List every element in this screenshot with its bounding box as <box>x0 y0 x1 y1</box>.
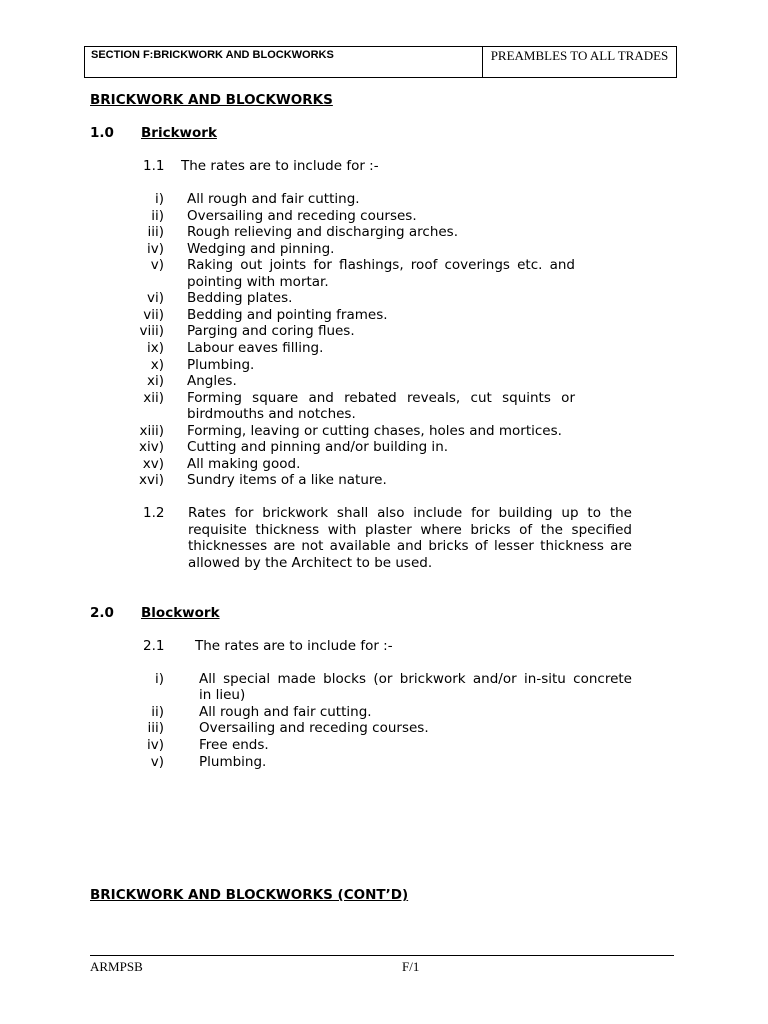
list-numeral: viii) <box>139 323 164 339</box>
list-numeral: xiii) <box>139 423 164 439</box>
list-numeral: v) <box>150 754 164 770</box>
section-title: Blockwork <box>141 605 220 621</box>
list-numeral: v) <box>150 257 164 273</box>
list-item: Labour eaves filling. <box>187 340 324 356</box>
list-numeral: i) <box>154 191 164 207</box>
list-item: Plumbing. <box>199 754 267 770</box>
list-item: Rough relieving and discharging arches. <box>187 224 459 240</box>
list-item-continuation: in lieu) <box>199 687 246 703</box>
list-item-continuation: birdmouths and notches. <box>187 406 356 422</box>
list-item: Bedding and pointing frames. <box>187 307 388 323</box>
list-item: Forming, leaving or cutting chases, holes and mortices. <box>187 423 562 439</box>
clause-number: 1.1 <box>143 158 165 174</box>
footer-left: ARMPSB <box>90 959 143 974</box>
clause-number: 2.1 <box>143 638 165 654</box>
list-numeral: xv) <box>142 456 164 472</box>
list-numeral: vii) <box>143 307 164 323</box>
section-label: SECTION F:BRICKWORK AND BLOCKWORKS <box>85 47 483 77</box>
list-item-continuation: pointing with mortar. <box>187 274 329 290</box>
list-numeral: iv) <box>146 737 164 753</box>
list-numeral: xiv) <box>139 439 164 455</box>
paragraph-line: allowed by the Architect to be used. <box>188 555 433 571</box>
list-item: Parging and coring flues. <box>187 323 355 339</box>
section-title: Brickwork <box>141 125 217 141</box>
section-number: 1.0 <box>90 125 114 141</box>
list-numeral: x) <box>150 357 164 373</box>
list-item: Free ends. <box>199 737 269 753</box>
list-numeral: ii) <box>151 704 164 720</box>
clause-text: The rates are to include for :- <box>195 638 393 654</box>
paragraph-line: thicknesses are not available and bricks of lesser thickness are <box>188 538 632 554</box>
list-numeral: i) <box>154 671 164 687</box>
list-item: All special made blocks (or brickwork and/or in-situ concrete <box>199 671 632 687</box>
document-title: BRICKWORK AND BLOCKWORKS <box>90 92 333 108</box>
list-numeral: xvi) <box>139 472 164 488</box>
page-number: F/1 <box>402 959 420 974</box>
list-numeral: xii) <box>143 390 164 406</box>
list-item: Sundry items of a like nature. <box>187 472 387 488</box>
list-item: Raking out joints for flashings, roof coverings etc. and <box>187 257 575 273</box>
footer-divider <box>90 955 674 956</box>
list-numeral: xi) <box>146 373 164 389</box>
list-numeral: vi) <box>146 290 164 306</box>
list-item: All rough and fair cutting. <box>187 191 360 207</box>
page-header <box>84 46 677 78</box>
clause-number: 1.2 <box>143 505 165 521</box>
continued-title: BRICKWORK AND BLOCKWORKS (CONT’D) <box>90 887 409 903</box>
list-numeral: ix) <box>146 340 164 356</box>
list-numeral: iii) <box>147 720 164 736</box>
list-item: Cutting and pinning and/or building in. <box>187 439 449 455</box>
list-item: Oversailing and receding courses. <box>187 208 417 224</box>
list-item: Angles. <box>187 373 237 389</box>
paragraph-line: requisite thickness with plaster where bricks of the specified <box>188 522 632 538</box>
list-item: Wedging and pinning. <box>187 241 335 257</box>
list-numeral: iii) <box>147 224 164 240</box>
paragraph-line: Rates for brickwork shall also include for building up to the <box>188 505 632 521</box>
list-numeral: ii) <box>151 208 164 224</box>
list-item: Plumbing. <box>187 357 255 373</box>
list-item: All rough and fair cutting. <box>199 704 372 720</box>
list-item: All making good. <box>187 456 301 472</box>
list-item: Bedding plates. <box>187 290 293 306</box>
section-number: 2.0 <box>90 605 114 621</box>
list-item: Oversailing and receding courses. <box>199 720 429 736</box>
trade-label: PREAMBLES TO ALL TRADES <box>490 48 669 63</box>
list-item: Forming square and rebated reveals, cut squints or <box>187 390 575 406</box>
clause-text: The rates are to include for :- <box>181 158 379 174</box>
list-numeral: iv) <box>146 241 164 257</box>
